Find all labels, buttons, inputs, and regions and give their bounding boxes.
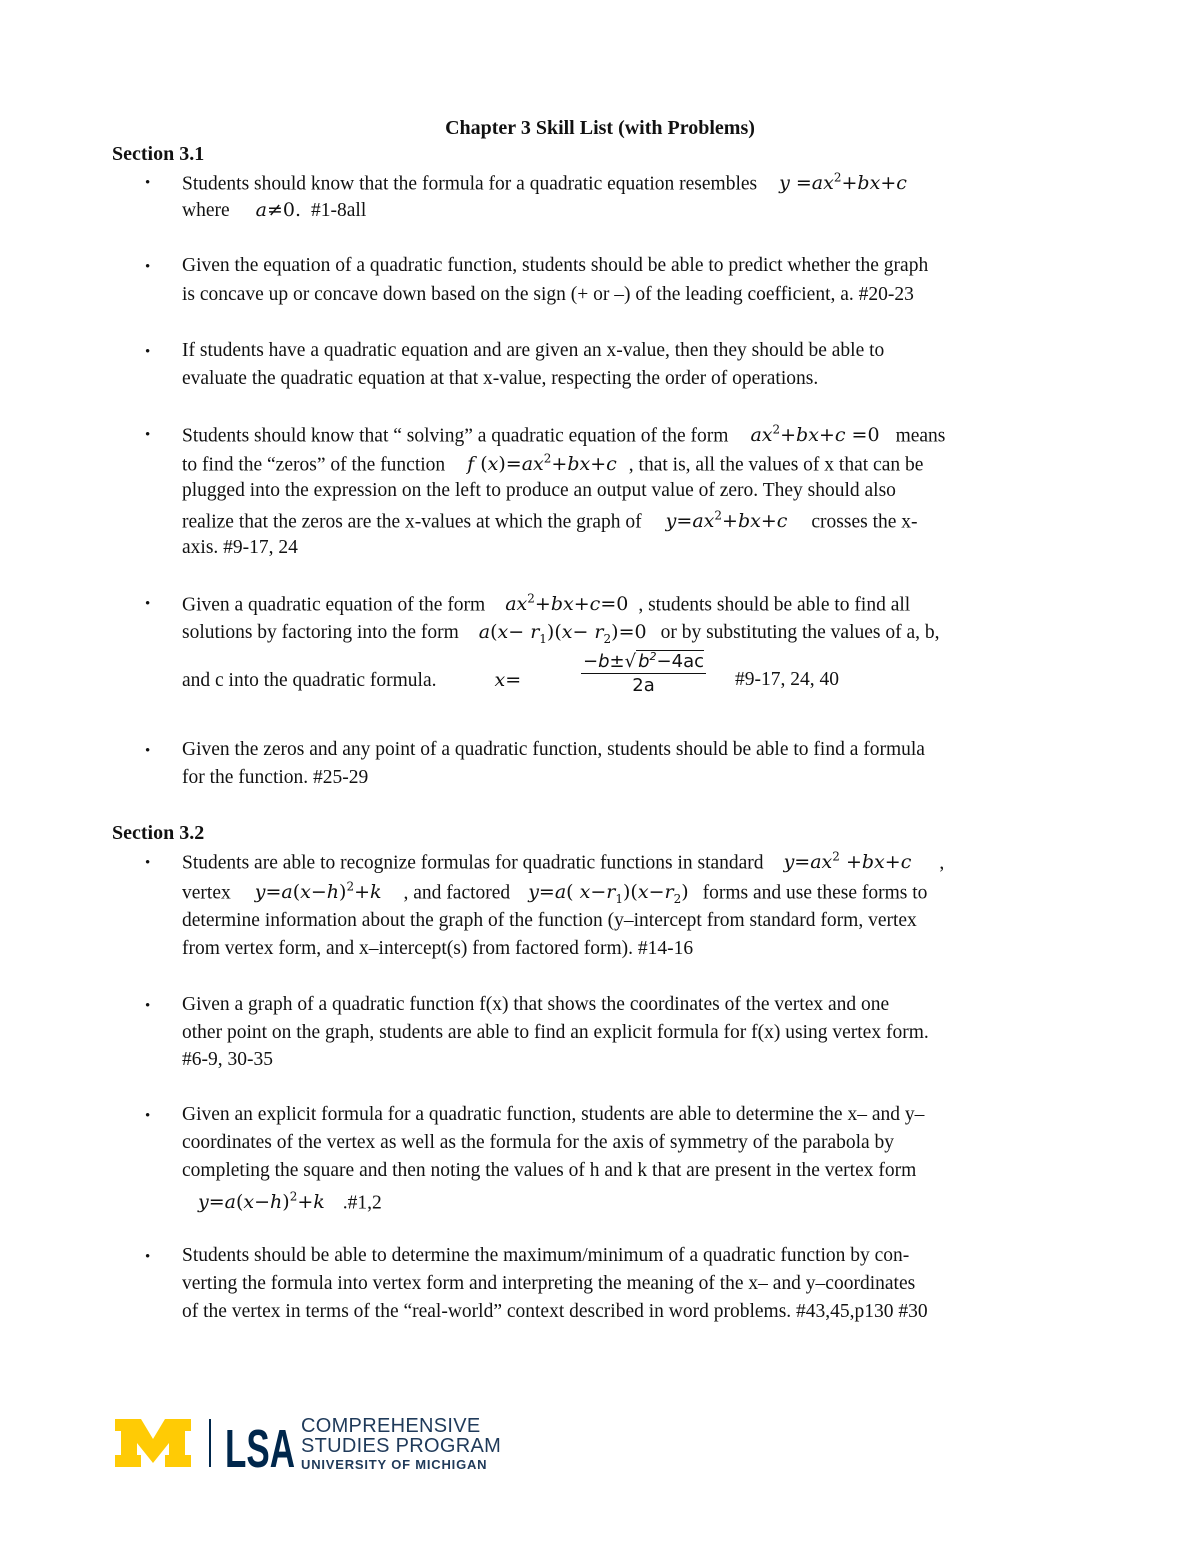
logo-line-studies-program: STUDIES PROGRAM <box>301 1435 502 1457</box>
list-item-line: $y=a(x-h)^2+k$ .#1,2 <box>198 1190 382 1214</box>
bullet: • <box>145 743 151 759</box>
list-item-line: evaluate the quadratic equation at that x-value, respecting the order of operations. <box>182 368 819 389</box>
bullet: • <box>145 344 151 360</box>
list-item-line: Given the zeros and any point of a quadratic function, students should be able to find a formula <box>182 739 925 760</box>
bullet: • <box>145 259 151 275</box>
vertex-form-formula: $y=a(x-h)^2+k$ <box>254 880 382 904</box>
quadratic-formula-x: x= <box>494 669 522 691</box>
list-item-line: coordinates of the vertex as well as the formula for the axis of symmetry of the parabola by <box>182 1132 895 1153</box>
svg-text:LSA: LSA <box>225 1419 295 1473</box>
section-heading-3-1: Section 3.1 <box>112 143 205 165</box>
bullet: • <box>145 596 151 612</box>
list-item-line: If students have a quadratic equation and are given an x-value, then they should be able to <box>182 340 885 361</box>
list-item-line: #6-9, 30-35 <box>182 1049 273 1070</box>
list-item-line: of the vertex in terms of the “real-world” context described in word problems. #43,45,p130 #30 <box>182 1301 928 1322</box>
bullet: • <box>145 998 151 1014</box>
list-item-line: is concave up or concave down based on the sign (+ or –) of the leading coefficient, a. #20-23 <box>182 284 914 305</box>
list-item-line: Students should know that “ solving” a quadratic equation of the form $ax^2+bx+c =0$ means <box>182 423 946 447</box>
bullet: • <box>145 855 151 871</box>
factored-form-formula: y=a( $x-r_1)(x-r_2)$ <box>528 881 689 907</box>
list-item-line: Given a graph of a quadratic function f(x) that shows the coordinates of the vertex and one <box>182 994 890 1015</box>
quadratic-equation-zero: $ax^2+bx+c =0$ <box>750 423 880 447</box>
list-item-line: determine information about the graph of the function (y–intercept from standard form, vertex <box>182 910 917 931</box>
list-item-line: Students should know that the formula for a quadratic equation resembles $y =ax^2+bx+c$ <box>182 171 907 195</box>
quadratic-formula: $\frac{-b\pm√ b^2-4ac}{2a}$ <box>583 650 704 696</box>
list-item-line: to find the “zeros” of the function f $(x)=ax^2+bx+c$ , that is, all the values of x that can be <box>182 452 924 476</box>
quadratic-standard-formula: $y =ax^2+bx+c$ <box>779 171 907 195</box>
factored-form-formula: $a(x- r_1)(x- r_2)=0$ <box>478 621 647 646</box>
logo-line-university: UNIVERSITY OF MICHIGAN <box>301 1457 488 1472</box>
bullet: • <box>145 1249 151 1265</box>
list-item-line: vertex $y=a(x-h)^2+k$ , and factored y=a( $x-r_1)(x-r_2)$ forms and use these forms to <box>182 880 928 907</box>
list-item-line: and c into the quadratic formula. x= <box>182 669 522 691</box>
list-item-line: solutions by factoring into the form $a(x- r_1)(x- r_2)=0$ or by substituting the values of a, b, <box>182 621 940 646</box>
section-heading-3-2: Section 3.2 <box>112 822 205 844</box>
graph-formula: $y=ax^2+bx+c$ <box>665 509 788 533</box>
list-item-line: for the function. #25-29 <box>182 767 369 788</box>
list-item-line: Students are able to recognize formulas for quadratic functions in standard $y=ax^2 +bx+c$ , <box>182 850 945 874</box>
list-item-line: #9-17, 24, 40 <box>735 669 839 690</box>
function-formula: f $(x)=ax^2+bx+c$ <box>467 452 617 476</box>
standard-form-formula: $y=ax^2 +bx+c$ <box>783 850 912 874</box>
list-item-line: Given a quadratic equation of the form $ax^2+bx+c=0$ , students should be able to find all <box>182 592 911 616</box>
list-item-line: from vertex form, and x–intercept(s) from factored form). #14-16 <box>182 938 694 959</box>
list-item-line: plugged into the expression on the left to produce an output value of zero. They should also <box>182 480 896 501</box>
list-item-line: Students should be able to determine the maximum/minimum of a quadratic function by con- <box>182 1245 910 1266</box>
list-item-line: Given an explicit formula for a quadratic function, students are able to determine the x– and y– <box>182 1104 925 1125</box>
bullet: • <box>145 175 151 191</box>
list-item-line: Given the equation of a quadratic function, students should be able to predict whether the graph <box>182 255 929 276</box>
list-item-line: completing the square and then noting the values of h and k that are present in the vertex form <box>182 1160 917 1181</box>
page-title: Chapter 3 Skill List (with Problems) <box>445 117 755 139</box>
quadratic-equation-zero: $ax^2+bx+c=0$ <box>505 592 629 616</box>
logo-line-comprehensive: COMPREHENSIVE <box>301 1415 481 1437</box>
list-item-line: where a≠0. #1-8all <box>182 199 367 221</box>
list-item-line: realize that the zeros are the x-values at which the graph of $y=ax^2+bx+c$ crosses the x- <box>182 509 918 533</box>
bullet: • <box>145 1108 151 1124</box>
vertex-form-formula: $y=a(x-h)^2+k$ <box>198 1190 325 1214</box>
bullet: • <box>145 427 151 443</box>
list-item-line: other point on the graph, students are able to find an explicit formula for f(x) using vertex form. <box>182 1022 929 1043</box>
a-not-zero-formula: a≠0. <box>255 199 302 221</box>
list-item-line: verting the formula into vertex form and interpreting the meaning of the x– and y–coordinates <box>182 1273 916 1294</box>
list-item-line: axis. #9-17, 24 <box>182 537 298 558</box>
